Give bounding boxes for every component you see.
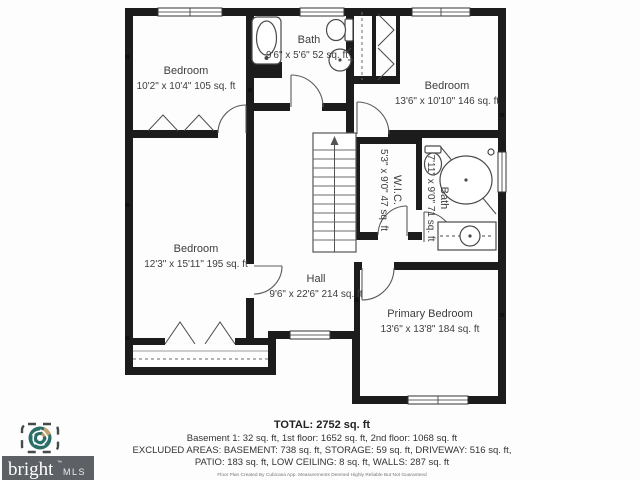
logo-brand-text: bright	[8, 459, 54, 480]
toilet-icon	[327, 19, 354, 41]
room-label-wic	[378, 149, 403, 231]
room-label-bedroom-left	[144, 243, 248, 270]
excluded-areas-text-2: PATIO: 183 sq. ft, LOW CEILING: 8 sq. ft, WALLS: 287 sq. ft	[194, 457, 450, 468]
floor-areas-text: Basement 1: 32 sq. ft, 1st floor: 1652 sq. ft, 2nd floor: 1068 sq. ft	[186, 433, 458, 444]
window-top-bath	[300, 8, 344, 16]
room-label-bedroom-top-left	[137, 65, 236, 92]
area-summary	[133, 419, 512, 478]
svg-text:Bedroom: Bedroom	[163, 65, 209, 77]
staircase	[313, 133, 356, 252]
svg-text:Bath: Bath	[438, 186, 450, 210]
svg-text:Bedroom: Bedroom	[173, 243, 219, 255]
door-bedroom-top-right	[357, 102, 389, 134]
logo-tm-mark: ™	[57, 460, 62, 466]
door-primary-bedroom	[362, 268, 394, 300]
disclaimer-text: Floor Plan Created By Cubicasa App. Measurements Deemed Highly Reliable But Not Guaranteed	[217, 473, 427, 478]
svg-text:Bath: Bath	[297, 34, 321, 46]
svg-text:9'6" x 22'6" 214 sq. ft: 9'6" x 22'6" 214 sq. ft	[269, 289, 363, 300]
svg-text:10'2" x 10'4" 105 sq. ft: 10'2" x 10'4" 105 sq. ft	[136, 81, 236, 92]
svg-text:7'11" x 9'0" 71 sq. ft: 7'11" x 9'0" 71 sq. ft	[425, 154, 436, 242]
svg-text:Bedroom: Bedroom	[424, 80, 470, 92]
room-label-primary-bedroom	[381, 308, 480, 335]
total-area-text: TOTAL: 2752 sq. ft	[273, 419, 371, 431]
svg-text:13'6" x 13'8" 184 sq. ft: 13'6" x 13'8" 184 sq. ft	[380, 324, 480, 335]
door-bath-top	[291, 75, 323, 107]
logo-mls-text: MLS	[63, 467, 87, 477]
window-bath-right	[498, 152, 506, 192]
svg-text:13'6" x 10'10" 146 sq. ft: 13'6" x 10'10" 146 sq. ft	[394, 96, 500, 107]
window-hall-bottom	[290, 331, 330, 339]
svg-text:Hall: Hall	[306, 273, 326, 285]
window-top-right	[412, 8, 470, 16]
svg-text:W.I.C.: W.I.C.	[391, 175, 403, 205]
svg-text:Primary Bedroom: Primary Bedroom	[387, 308, 473, 320]
excluded-areas-text: EXCLUDED AREAS: BASEMENT: 738 sq. ft, STORAGE: 59 sq. ft, DRIVEWAY: 516 sq. ft,	[132, 445, 512, 456]
brightmls-logo	[2, 424, 94, 480]
svg-text:5'3" x 9'0" 47 sq. ft: 5'3" x 9'0" 47 sq. ft	[378, 148, 389, 232]
door-bedroom-top-left	[218, 105, 246, 133]
room-label-bedroom-top-right	[395, 80, 500, 107]
svg-text:9'6" x 5'6" 52 sq. ft: 9'6" x 5'6" 52 sq. ft	[265, 50, 349, 61]
camera-icon	[22, 424, 58, 452]
window-top-left	[158, 8, 222, 16]
svg-text:12'3" x 15'11" 195 sq. ft: 12'3" x 15'11" 195 sq. ft	[144, 259, 248, 270]
room-label-hall	[269, 273, 362, 300]
vanity-sink-icon	[438, 222, 496, 250]
window-primary-bottom	[408, 396, 468, 404]
